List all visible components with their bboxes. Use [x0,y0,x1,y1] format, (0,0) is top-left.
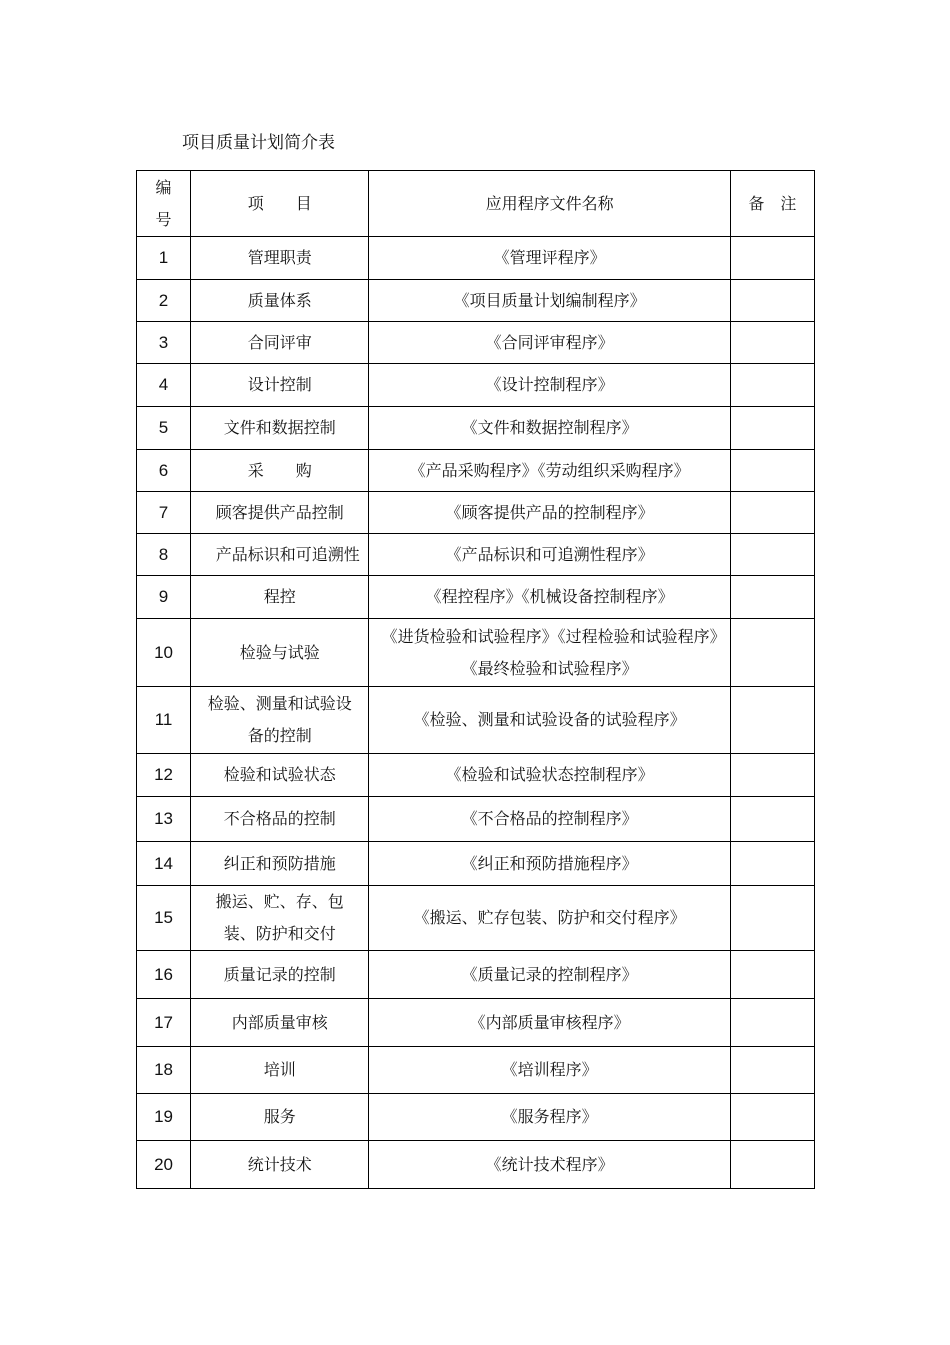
row-document-label: 《质量记录的控制程序》 [461,964,638,984]
table-row [137,1047,815,1094]
row-number: 11 [137,687,191,754]
row-item-label: 设计控制 [247,375,312,394]
table-row [137,492,815,534]
table-row [137,364,815,407]
row-document-label: 《搬运、贮存包装、防护和交付程序》 [413,908,686,927]
row-item-label: 质量体系 [247,290,312,310]
header-no [137,171,191,237]
row-document-label: 《设计控制程序》 [485,375,614,394]
row-item-label: 不合格品的控制 [223,809,336,828]
row-item [191,576,369,619]
table-row [137,1094,815,1141]
row-document [369,886,731,951]
table-row [137,797,815,842]
row-document-label: 《产品标识和可追溯性程序》 [445,544,654,564]
row-document [369,619,731,687]
row-item-label: 检验和试验状态 [223,765,336,784]
row-item-label: 统计技术 [247,1154,312,1174]
row-item-label: 培训 [263,1060,296,1079]
row-number: 5 [137,407,191,450]
row-document [369,797,731,842]
row-document [369,492,731,534]
row-document [369,754,731,797]
row-document-label: 《检验、测量和试验设备的试验程序》 [413,710,686,729]
row-item [191,1094,369,1141]
row-document-label: 《进货检验和试验程序》《过程检验和试验程序》《最终检验和试验程序》 [381,626,718,678]
row-note [730,687,814,754]
row-item [191,619,369,687]
table-header-row [137,171,815,237]
row-number: 19 [137,1094,191,1141]
row-item-label: 服务 [263,1107,296,1126]
table-row [137,951,815,999]
row-note [730,280,814,322]
row-item-label: 程控 [263,587,296,606]
row-note [730,951,814,999]
row-number: 3 [137,322,191,364]
row-number: 8 [137,534,191,576]
row-item-label: 内部质量审核 [231,1012,328,1032]
row-number: 14 [137,842,191,886]
row-document [369,450,731,492]
row-note [730,1094,814,1141]
row-document-label: 《顾客提供产品的控制程序》 [445,502,654,522]
row-number: 18 [137,1047,191,1094]
row-item [191,754,369,797]
row-note [730,797,814,842]
row-document [369,1141,731,1189]
row-number: 4 [137,364,191,407]
table-row [137,322,815,364]
row-item-label: 合同评审 [247,332,312,352]
row-item [191,999,369,1047]
row-item-label: 文件和数据控制 [223,418,336,437]
row-item-label: 管理职责 [247,248,312,267]
row-item [191,886,369,951]
row-document-label: 《不合格品的控制程序》 [461,809,638,828]
row-item-label: 顾客提供产品控制 [215,502,344,522]
row-document-label: 《程控程序》《机械设备控制程序》 [425,587,674,606]
row-number: 13 [137,797,191,842]
table-row [137,1141,815,1189]
row-item [191,951,369,999]
row-note [730,450,814,492]
row-number: 2 [137,280,191,322]
row-note [730,534,814,576]
row-document-label: 《产品采购程序》《劳动组织采购程序》 [409,460,690,480]
row-number: 1 [137,237,191,280]
row-number: 12 [137,754,191,797]
table-row [137,619,815,687]
row-note [730,364,814,407]
row-number: 7 [137,492,191,534]
row-number: 9 [137,576,191,619]
row-note [730,407,814,450]
header-no-label: 编号 [155,177,172,229]
row-item-label: 质量记录的控制 [223,964,336,984]
row-item [191,450,369,492]
row-item-label: 采 购 [247,460,312,480]
row-item-label: 检验与试验 [239,642,320,662]
row-note [730,322,814,364]
row-note [730,619,814,687]
row-item [191,1047,369,1094]
row-note [730,1047,814,1094]
row-item [191,492,369,534]
row-number: 15 [137,886,191,951]
row-number: 20 [137,1141,191,1189]
row-note [730,1141,814,1189]
row-note [730,492,814,534]
row-document [369,951,731,999]
row-document-label: 《纠正和预防措施程序》 [461,853,638,873]
row-document-label: 《合同评审程序》 [485,332,614,352]
row-note [730,576,814,619]
table-row [137,534,815,576]
row-document [369,842,731,886]
header-item: 项 目 [191,171,369,237]
row-document-label: 《内部质量审核程序》 [469,1012,630,1032]
row-item [191,687,369,754]
table-row [137,842,815,886]
row-document [369,364,731,407]
row-document [369,237,731,280]
row-item [191,237,369,280]
row-number: 10 [137,619,191,687]
quality-plan-table [136,170,815,1189]
row-item [191,534,369,576]
table-row [137,886,815,951]
row-item [191,1141,369,1189]
row-number: 17 [137,999,191,1047]
table-row [137,450,815,492]
row-item [191,407,369,450]
row-note [730,886,814,951]
table-row [137,237,815,280]
row-note [730,237,814,280]
row-item [191,797,369,842]
row-number: 6 [137,450,191,492]
row-document-label: 《服务程序》 [501,1107,598,1126]
table-body [137,171,815,1189]
row-document [369,407,731,450]
row-document-label: 《项目质量计划编制程序》 [453,290,646,310]
row-item-label: 检验、测量和试验设备的控制 [207,694,352,745]
row-item [191,322,369,364]
row-document [369,999,731,1047]
document-title: 项目质量计划简介表 [182,133,335,153]
row-number: 16 [137,951,191,999]
row-document [369,687,731,754]
row-note [730,754,814,797]
row-document-label: 《培训程序》 [501,1060,598,1079]
row-item-label: 纠正和预防措施 [223,853,336,873]
row-document [369,322,731,364]
row-item [191,280,369,322]
row-note [730,842,814,886]
table-row [137,754,815,797]
table-row [137,576,815,619]
row-item [191,364,369,407]
row-document-label: 《统计技术程序》 [485,1154,614,1174]
row-document-label: 《文件和数据控制程序》 [461,418,638,437]
row-document [369,280,731,322]
header-note: 备 注 [730,171,814,237]
header-doc: 应用程序文件名称 [369,171,731,237]
table-row [137,687,815,754]
row-document [369,576,731,619]
row-item [191,842,369,886]
row-document-label: 《检验和试验状态控制程序》 [445,765,654,784]
table-row [137,999,815,1047]
row-item-label: 产品标识和可追溯性 [215,544,360,564]
row-note [730,999,814,1047]
table-row [137,280,815,322]
row-document-label: 《管理评程序》 [493,248,606,267]
row-document [369,534,731,576]
table-row [137,407,815,450]
row-item-label: 搬运、贮、存、包装、防护和交付 [215,892,344,943]
row-document [369,1047,731,1094]
row-document [369,1094,731,1141]
